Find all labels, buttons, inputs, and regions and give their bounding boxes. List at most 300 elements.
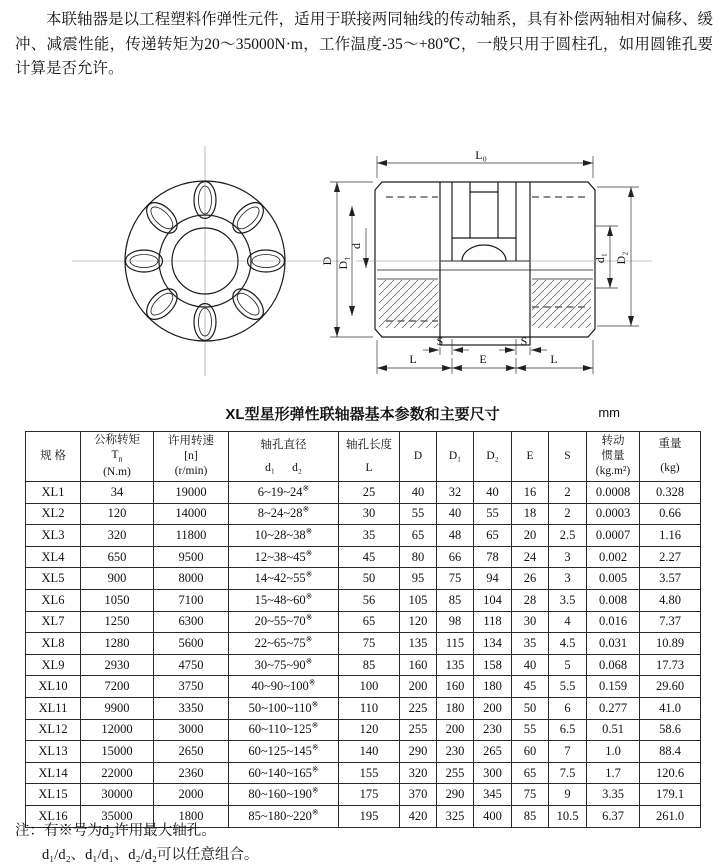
cell-rpm: 11800 [154, 525, 229, 547]
label-E: E [479, 352, 487, 366]
cell-d2: 300 [474, 762, 512, 784]
cell-e: 28 [512, 589, 549, 611]
bore-range: 60~140~165 [248, 765, 312, 780]
cell-d2: 265 [474, 741, 512, 763]
header-line: E [526, 450, 534, 463]
cell-rpm: 6300 [154, 611, 229, 633]
col-header-torque [81, 432, 154, 482]
table-title-row [25, 403, 700, 424]
cell-s: 4 [549, 611, 587, 633]
cell-s: 3 [549, 546, 587, 568]
cell-tn: 1050 [81, 589, 154, 611]
table-row [26, 525, 701, 547]
cell-inertia: 0.51 [587, 719, 640, 741]
col-header-bore-dia [229, 432, 339, 482]
cell-s: 6 [549, 697, 587, 719]
table-row [26, 568, 701, 590]
col-header-D [400, 432, 437, 482]
header-line: 公称转矩 [94, 434, 140, 447]
header-line: 轴孔长度 [346, 438, 392, 451]
cell-l: 56 [339, 589, 400, 611]
cell-rpm: 5600 [154, 633, 229, 655]
cell-spec: XL11 [26, 697, 81, 719]
max-bore-mark: ※ [305, 656, 313, 666]
col-header-weight [640, 432, 701, 482]
dim-d [349, 228, 366, 268]
max-bore-mark: ※ [305, 548, 313, 558]
cell-spec: XL12 [26, 719, 81, 741]
cell-rpm: 2000 [154, 784, 229, 806]
cell-s: 9 [549, 784, 587, 806]
header-line: 规 格 [40, 450, 66, 463]
cell-spec: XL10 [26, 676, 81, 698]
cell-weight: 3.57 [640, 568, 701, 590]
table-row [26, 784, 701, 806]
bore-range: 8~24~28 [257, 506, 303, 521]
cell-d1: 160 [437, 676, 474, 698]
header-line: (kg) [660, 462, 680, 474]
note-line-1: 注：有※号为d₂许用最大轴孔。 [15, 823, 216, 839]
max-bore-mark: ※ [302, 505, 310, 515]
table-row [26, 654, 701, 676]
cell-d1: 200 [437, 719, 474, 741]
cell-l: 100 [339, 676, 400, 698]
max-bore-mark: ※ [308, 677, 316, 687]
cell-d: 55 [400, 503, 437, 525]
cell-d2: 200 [474, 697, 512, 719]
cell-d1: 85 [437, 589, 474, 611]
cell-rpm: 2360 [154, 762, 229, 784]
cell-rpm: 1800 [154, 805, 229, 827]
cell-d: 290 [400, 741, 437, 763]
label-d: d [349, 243, 363, 249]
cell-rpm: 3750 [154, 676, 229, 698]
cell-inertia: 0.005 [587, 568, 640, 590]
cell-s: 2.5 [549, 525, 587, 547]
cell-rpm: 14000 [154, 503, 229, 525]
cell-spec: XL5 [26, 568, 81, 590]
table-body [26, 482, 701, 828]
cell-spec: XL6 [26, 589, 81, 611]
header-line: [n] [184, 450, 198, 463]
dim-D1 [336, 206, 352, 316]
cell-inertia: 0.008 [587, 589, 640, 611]
cell-tn: 30000 [81, 784, 154, 806]
cell-e: 50 [512, 697, 549, 719]
cell-inertia: 0.031 [587, 633, 640, 655]
header-line: L [365, 461, 373, 474]
cell-tn: 15000 [81, 741, 154, 763]
table-row [26, 633, 701, 655]
cell-d1: 66 [437, 546, 474, 568]
cell-rpm: 19000 [154, 482, 229, 504]
bore-range: 22~65~75 [254, 635, 306, 650]
bore-range: 50~100~110 [248, 700, 312, 715]
label-L-left: L [409, 352, 417, 366]
cell-tn: 12000 [81, 719, 154, 741]
max-bore-mark: ※ [305, 526, 313, 536]
cell-l: 120 [339, 719, 400, 741]
cell-spec: XL9 [26, 654, 81, 676]
max-bore-mark: ※ [311, 699, 319, 709]
cell-inertia: 0.277 [587, 697, 640, 719]
cell-bore [229, 611, 339, 633]
cell-inertia: 1.7 [587, 762, 640, 784]
header-line: 重量 [658, 438, 682, 451]
cell-tn: 1280 [81, 633, 154, 655]
col-header-D1 [437, 432, 474, 482]
col-header-bore-len [339, 432, 400, 482]
cell-d2: 134 [474, 633, 512, 655]
cell-rpm: 4750 [154, 654, 229, 676]
cell-d1: 75 [437, 568, 474, 590]
cell-spec: XL16 [26, 805, 81, 827]
cell-e: 85 [512, 805, 549, 827]
cell-tn: 9900 [81, 697, 154, 719]
cell-d: 80 [400, 546, 437, 568]
cell-weight: 4.80 [640, 589, 701, 611]
header-line: (r/min) [174, 464, 208, 477]
cell-d: 135 [400, 633, 437, 655]
table-row [26, 719, 701, 741]
cell-bore [229, 762, 339, 784]
col-header-D2 [474, 432, 512, 482]
cell-s: 3.5 [549, 589, 587, 611]
cell-d1: 115 [437, 633, 474, 655]
cell-e: 45 [512, 676, 549, 698]
table-row [26, 482, 701, 504]
cell-l: 155 [339, 762, 400, 784]
table-row [26, 611, 701, 633]
header-line [81, 448, 153, 465]
table-row [26, 741, 701, 763]
cell-weight: 261.0 [640, 805, 701, 827]
unit-label: mm [598, 405, 620, 420]
right-hub-section [532, 280, 591, 328]
bore-range: 14~42~55 [254, 571, 306, 586]
cell-tn: 320 [81, 525, 154, 547]
cell-bore [229, 697, 339, 719]
cell-s: 6.5 [549, 719, 587, 741]
cell-s: 5.5 [549, 676, 587, 698]
cell-spec: XL14 [26, 762, 81, 784]
cell-d2: 104 [474, 589, 512, 611]
cell-l: 65 [339, 611, 400, 633]
table-row [26, 697, 701, 719]
cell-d2: 40 [474, 482, 512, 504]
cell-d: 95 [400, 568, 437, 590]
cell-tn: 1250 [81, 611, 154, 633]
header-line: 转动 [601, 435, 625, 448]
header-line: D [413, 450, 423, 463]
cell-spec: XL1 [26, 482, 81, 504]
max-bore-mark: ※ [311, 742, 319, 752]
cell-weight: 2.27 [640, 546, 701, 568]
cell-s: 7.5 [549, 762, 587, 784]
bore-range: 15~48~60 [254, 592, 306, 607]
torque-symbol: T [111, 449, 119, 462]
cell-bore [229, 784, 339, 806]
table-title: XL型星形弹性联轴器基本参数和主要尺寸 [225, 406, 500, 423]
bore-range: 20~55~70 [254, 614, 306, 629]
table-row [26, 503, 701, 525]
cell-d2: 55 [474, 503, 512, 525]
cell-weight: 179.1 [640, 784, 701, 806]
cell-e: 60 [512, 741, 549, 763]
cell-e: 30 [512, 611, 549, 633]
cell-l: 140 [339, 741, 400, 763]
cell-d1: 255 [437, 762, 474, 784]
cell-weight: 120.6 [640, 762, 701, 784]
cell-spec: XL13 [26, 741, 81, 763]
cell-spec: XL15 [26, 784, 81, 806]
cell-weight: 0.66 [640, 503, 701, 525]
header-line: 许用转速 [168, 435, 214, 448]
header-row [26, 432, 701, 482]
note-line-2: d₁/d₂、d₁/d₁、d₂/d₂可以任意组合。 [42, 846, 259, 863]
bore-range: 12~38~45 [254, 549, 306, 564]
max-bore-mark: ※ [311, 764, 319, 774]
max-bore-mark: ※ [311, 721, 319, 731]
cell-bore [229, 525, 339, 547]
cell-d2: 400 [474, 805, 512, 827]
cell-bore [229, 568, 339, 590]
header-line: (kg.m²) [595, 464, 631, 477]
cell-weight: 41.0 [640, 697, 701, 719]
cell-d: 255 [400, 719, 437, 741]
cell-inertia: 0.0008 [587, 482, 640, 504]
label-L-right: L [550, 352, 558, 366]
cell-d2: 94 [474, 568, 512, 590]
cell-bore [229, 589, 339, 611]
cell-weight: 10.89 [640, 633, 701, 655]
cell-bore [229, 654, 339, 676]
header-line: D₂ [486, 450, 499, 463]
max-bore-mark: ※ [305, 591, 313, 601]
cell-d1: 40 [437, 503, 474, 525]
cell-inertia: 0.002 [587, 546, 640, 568]
table-row [26, 762, 701, 784]
cell-d: 65 [400, 525, 437, 547]
cell-s: 5 [549, 654, 587, 676]
cell-d1: 230 [437, 741, 474, 763]
cell-d2: 78 [474, 546, 512, 568]
cell-inertia: 6.37 [587, 805, 640, 827]
cell-e: 26 [512, 568, 549, 590]
cell-s: 3 [549, 568, 587, 590]
cell-rpm: 3000 [154, 719, 229, 741]
header-line: d₁ d₂ [265, 461, 302, 474]
col-header-speed [154, 432, 229, 482]
bore-range: 6~19~24 [257, 484, 303, 499]
left-hub-section [379, 280, 438, 328]
header-line: 轴孔直径 [260, 438, 307, 451]
cell-l: 45 [339, 546, 400, 568]
cell-tn: 7200 [81, 676, 154, 698]
cell-spec: XL7 [26, 611, 81, 633]
max-bore-mark: ※ [305, 613, 313, 623]
col-header-E [512, 432, 549, 482]
cell-d1: 325 [437, 805, 474, 827]
cell-inertia: 3.35 [587, 784, 640, 806]
bore-range: 10~28~38 [254, 527, 306, 542]
technical-drawing [0, 130, 725, 400]
element-dome [462, 245, 506, 261]
cell-s: 2 [549, 482, 587, 504]
cell-l: 75 [339, 633, 400, 655]
cell-bore [229, 676, 339, 698]
cell-tn: 900 [81, 568, 154, 590]
cell-rpm: 2650 [154, 741, 229, 763]
cell-s: 10.5 [549, 805, 587, 827]
parameters-table [25, 431, 701, 828]
cell-d2: 118 [474, 611, 512, 633]
cell-l: 25 [339, 482, 400, 504]
cell-d2: 158 [474, 654, 512, 676]
header-line: 惯量 [601, 450, 625, 463]
cell-d: 40 [400, 482, 437, 504]
coupling-drawing-svg [0, 130, 725, 400]
label-D2: D₂ [614, 251, 628, 265]
cell-s: 7 [549, 741, 587, 763]
cell-s: 2 [549, 503, 587, 525]
cell-rpm: 9500 [154, 546, 229, 568]
cell-bore [229, 633, 339, 655]
cell-d: 320 [400, 762, 437, 784]
max-bore-mark: ※ [302, 483, 310, 493]
label-D1: D₁ [336, 256, 350, 270]
cell-rpm: 3350 [154, 697, 229, 719]
header-line: S [564, 450, 571, 463]
cell-e: 16 [512, 482, 549, 504]
table-row [26, 546, 701, 568]
cell-d: 370 [400, 784, 437, 806]
cell-weight: 88.4 [640, 741, 701, 763]
cell-inertia: 0.0007 [587, 525, 640, 547]
cell-l: 110 [339, 697, 400, 719]
footnotes [15, 820, 258, 865]
cell-inertia: 1.0 [587, 741, 640, 763]
cell-d1: 98 [437, 611, 474, 633]
col-header-inertia [587, 432, 640, 482]
cell-e: 75 [512, 784, 549, 806]
cell-bore [229, 546, 339, 568]
cell-l: 175 [339, 784, 400, 806]
cell-bore [229, 719, 339, 741]
header-line: (N.m) [103, 465, 131, 478]
cell-rpm: 7100 [154, 589, 229, 611]
table-header [26, 432, 701, 482]
cell-d2: 345 [474, 784, 512, 806]
cell-e: 18 [512, 503, 549, 525]
cell-weight: 7.37 [640, 611, 701, 633]
intro-paragraph: 本联轴器是以工程塑料作弹性元件，适用于联接两同轴线的传动轴系，具有补偿两轴相对偏移、缓冲、减震性能，传递转矩为20～35000N·m，工作温度-35～+80℃，一般只用于圆柱孔，如用圆锥孔要计算是否允许。 [15, 11, 713, 78]
cell-inertia: 0.068 [587, 654, 640, 676]
cell-d: 105 [400, 589, 437, 611]
cell-tn: 22000 [81, 762, 154, 784]
cell-s: 4.5 [549, 633, 587, 655]
cell-l: 195 [339, 805, 400, 827]
cell-d1: 135 [437, 654, 474, 676]
cell-d: 225 [400, 697, 437, 719]
cell-d: 200 [400, 676, 437, 698]
cell-d1: 48 [437, 525, 474, 547]
cell-tn: 650 [81, 546, 154, 568]
torque-symbol-sub: n [118, 454, 123, 464]
bore-range: 85~180~220 [248, 808, 312, 823]
cell-tn: 2930 [81, 654, 154, 676]
cell-d: 120 [400, 611, 437, 633]
label-L0: L₀ [475, 148, 487, 162]
cell-tn: 120 [81, 503, 154, 525]
col-header-spec [26, 432, 81, 482]
section-view [320, 148, 652, 374]
col-header-S [549, 432, 587, 482]
cell-d2: 180 [474, 676, 512, 698]
cell-e: 35 [512, 633, 549, 655]
cell-inertia: 0.159 [587, 676, 640, 698]
cell-l: 30 [339, 503, 400, 525]
cell-e: 20 [512, 525, 549, 547]
cell-weight: 29.60 [640, 676, 701, 698]
cell-spec: XL8 [26, 633, 81, 655]
cell-spec: XL4 [26, 546, 81, 568]
label-D: D [320, 256, 334, 266]
dim-L0 [377, 148, 593, 178]
label-S-left: S [436, 334, 444, 348]
cell-d1: 32 [437, 482, 474, 504]
cell-spec: XL2 [26, 503, 81, 525]
cell-inertia: 0.0003 [587, 503, 640, 525]
front-view [72, 146, 340, 376]
cell-bore [229, 503, 339, 525]
cell-l: 50 [339, 568, 400, 590]
bore-range: 80~160~190 [248, 787, 312, 802]
cell-rpm: 8000 [154, 568, 229, 590]
cell-bore [229, 482, 339, 504]
label-S-right: S [520, 334, 528, 348]
cell-inertia: 0.016 [587, 611, 640, 633]
max-bore-mark: ※ [305, 570, 313, 580]
cell-e: 24 [512, 546, 549, 568]
bore-range: 30~75~90 [254, 657, 306, 672]
cell-e: 40 [512, 654, 549, 676]
bore-range: 40~90~100 [251, 679, 309, 694]
cell-tn: 34 [81, 482, 154, 504]
table-row [26, 676, 701, 698]
cell-e: 65 [512, 762, 549, 784]
cell-weight: 17.73 [640, 654, 701, 676]
cell-bore [229, 741, 339, 763]
max-bore-mark: ※ [311, 785, 319, 795]
cell-d: 420 [400, 805, 437, 827]
cell-weight: 1.16 [640, 525, 701, 547]
max-bore-mark: ※ [311, 807, 319, 817]
cell-d2: 65 [474, 525, 512, 547]
cell-l: 35 [339, 525, 400, 547]
cell-weight: 58.6 [640, 719, 701, 741]
cell-d1: 290 [437, 784, 474, 806]
cell-l: 85 [339, 654, 400, 676]
cell-weight: 0.328 [640, 482, 701, 504]
table-row [26, 589, 701, 611]
bore-range: 60~125~145 [248, 743, 312, 758]
bore-range: 60~110~125 [248, 722, 312, 737]
max-bore-mark: ※ [305, 634, 313, 644]
cell-e: 55 [512, 719, 549, 741]
cell-tn: 35000 [81, 805, 154, 827]
header-line: D₁ [448, 450, 462, 463]
